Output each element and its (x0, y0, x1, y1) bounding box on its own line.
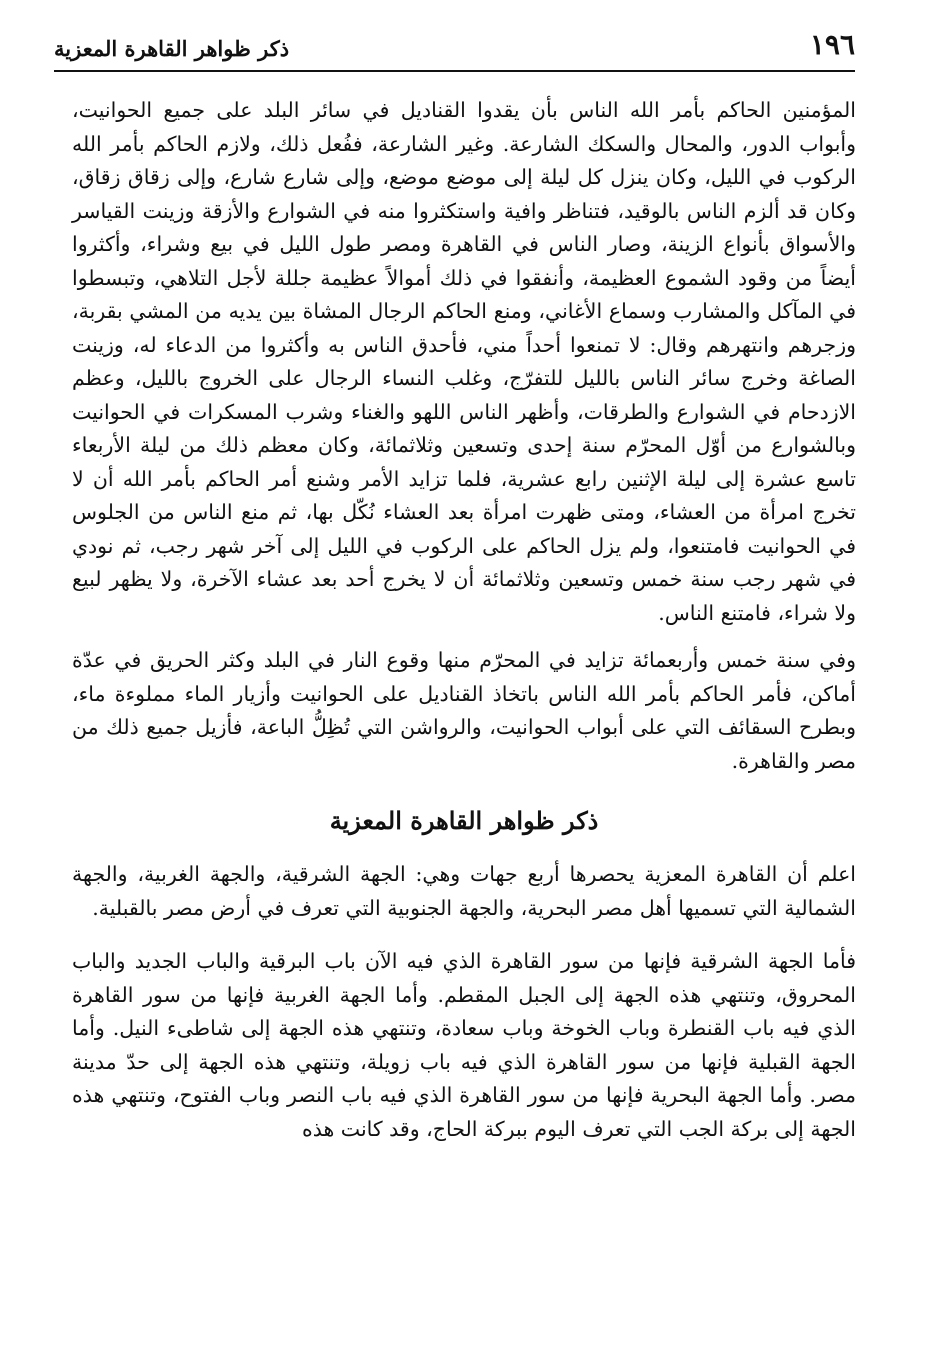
paragraph-3: اعلم أن القاهرة المعزية يحصرها أربع جهات وهي: الجهة الشرقية، والجهة الغربية، والجهة الشمالية التي تسميها أهل مصر البحرية، والجهة الجنوبية التي تعرف في أرض مصر بالقبلية. (72, 862, 856, 920)
page-header (54, 28, 855, 72)
page-body (72, 94, 856, 1146)
paragraph-4: فأما الجهة الشرقية فإنها من سور القاهرة الذي فيه الآن باب البرقية والباب الجديد والباب المحروق، وتنتهي هذه الجهة إلى الجبل المقطم. وأما الجهة الغربية فإنها من سور القاهرة الذي فيه باب القنطرة وباب الخوخة وباب سعادة، وتنتهي هذه الجهة إلى شاطىء النيل. وأما الجهة القبلية فإنها من سور القاهرة الذي فيه باب زويلة، وتنتهي هذه الجهة إلى حدّ مدينة مصر. وأما الجهة البحرية فإنها من سور القاهرة الذي فيه باب النصر وباب الفتوح، وتنتهي هذه الجهة إلى بركة الجب التي تعرف اليوم ببركة الحاج، وقد كانت هذه (72, 949, 856, 1141)
paragraph-1: المؤمنين الحاكم بأمر الله الناس بأن يقدوا القناديل في سائر البلد على جميع الحوانيت، وأبواب الدور، والمحال والسكك الشارعة. وغير الشارعة، ففُعل ذلك، ولازم الحاكم بأمر الله الركوب في الليل، وكان ينزل كل ليلة إلى موضع موضع، وإلى شارع شارع، وإلى زقاق زقاق، وكان قد ألزم الناس بالوقيد، فتناظر وافية واستكثروا منه في الشوارع والأزقة وزينت القياسر والأسواق بأنواع الزينة، وصار الناس في القاهرة ومصر طول الليل في بيع وشراء، وأكثروا أيضاً من وقود الشموع العظيمة، وأنفقوا في ذلك أموالاً عظيمة جللة لأجل التلاهي، وتبسطوا في المآكل والمشارب وسماع الأغاني، ومنع الحاكم الرجال المشاة بين يديه من المشي بقربة، وزجرهم وانتهرهم وقال: لا تمنعوا أحداً مني، فأحدق الناس به وأكثروا من الدعاء له، وزينت الصاغة وخرج سائر الناس بالليل للتفرّج، وغلب النساء الرجال على الخروج بالليل، وعظم الازدحام في الشوارع والطرقات، وأظهر الناس اللهو والغناء وشرب المسكرات في الحوانيت وبالشوارع من أوّل المحرّم سنة إحدى وتسعين وثلاثمائة، وكان معظم ذلك من ليلة الأربعاء تاسع عشرة إلى ليلة الإثنين رابع عشرية، فلما تزايد الأمر وشنع أمر الحاكم بأمر الله أن لا تخرج امرأة من العشاء، ومتى ظهرت امرأة بعد العشاء نُكّل بها، ثم منع الناس من الجلوس في الحوانيت فامتنعوا، ولم يزل الحاكم على الركوب في الليل إلى آخر شهر رجب، ثم نودي في شهر رجب سنة خمس وتسعين وثلاثمائة أن لا يخرج أحد بعد عشاء الآخرة، ولا يظهر لبيع ولا شراء، فامتنع الناس. (72, 98, 856, 625)
section-title: ذكر ظواهر القاهرة المعزية (329, 806, 599, 835)
running-title: ذكر ظواهر القاهرة المعزية (54, 36, 290, 61)
paragraph-2: وفي سنة خمس وأربعمائة تزايد في المحرّم منها وقوع النار في البلد وكثر الحريق في عدّة أماكن، فأمر الحاكم بأمر الله الناس باتخاذ القناديل على الحوانيت وأزيار الماء مملوءة ماء، وبطرح السقائف التي على أبواب الحوانيت، والرواشن التي تُظِلُّ الباعة، فأزيل جميع ذلك من مصر والقاهرة. (72, 648, 856, 773)
page-number: ١٩٦ (809, 28, 855, 61)
